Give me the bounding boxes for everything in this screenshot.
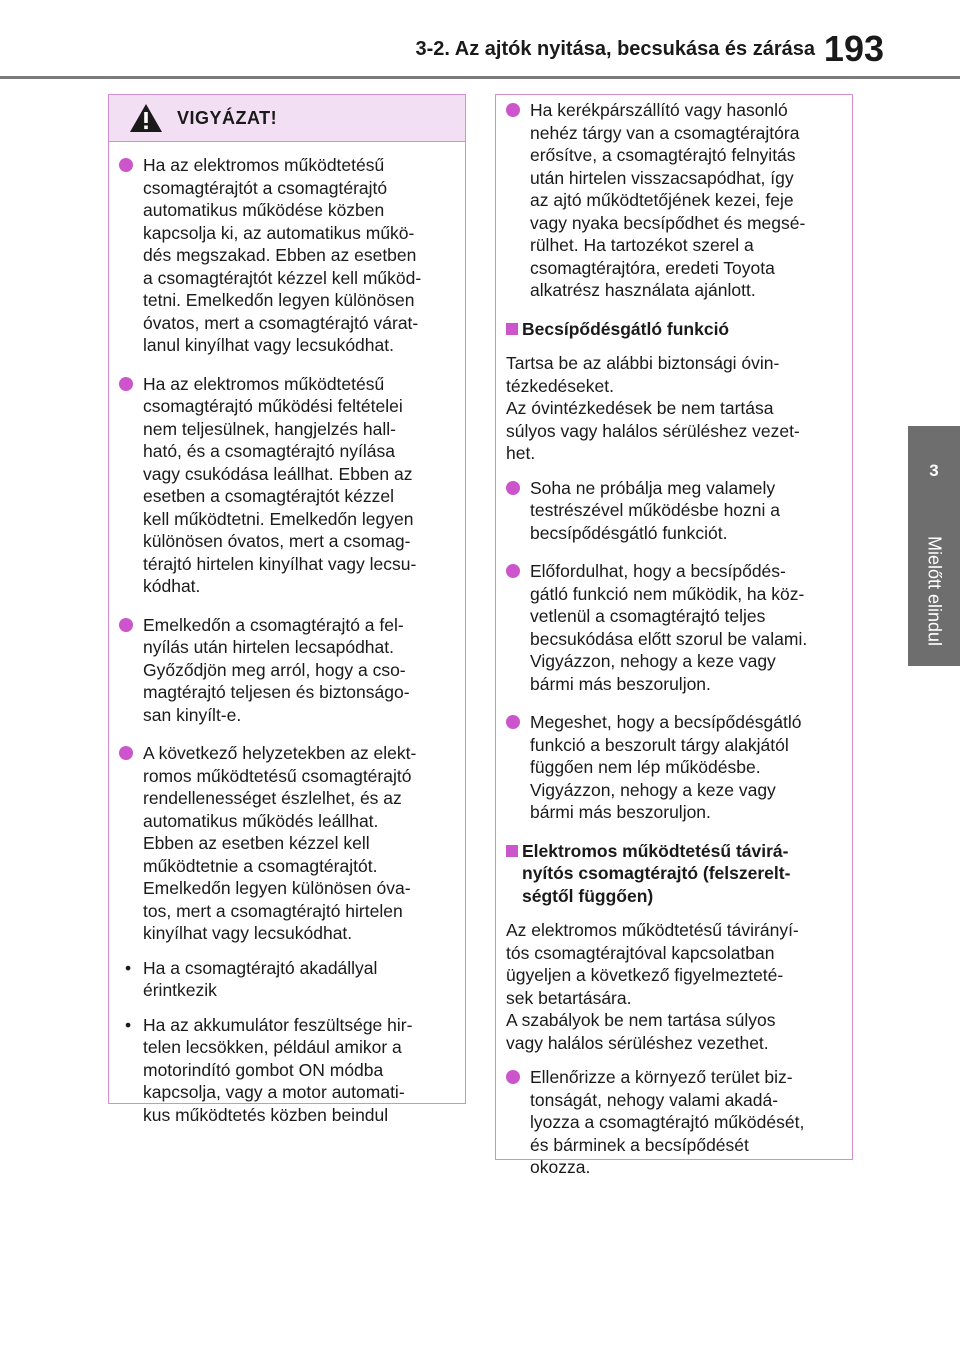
warning-content-continued (496, 95, 852, 1179)
section-title: 3-2. Az ajtók nyitása, becsukása és zárása (415, 38, 815, 60)
bullet-dot-icon (506, 715, 520, 729)
chapter-tab-label-text: Mielőtt elindul (924, 535, 945, 647)
header-divider (0, 76, 960, 79)
bullet-dot-icon (506, 564, 520, 578)
subsection-title-text: Elektromos működtetésű távirá- nyítós csomagtérajtó (felszerelt- ségtől függően) (522, 840, 791, 906)
list-item (506, 99, 842, 302)
chapter-tab-number: 3 (908, 426, 960, 516)
list-item (119, 373, 455, 598)
section-square-icon (506, 845, 518, 857)
bullet-dot-icon (119, 158, 133, 172)
bullet-dot-icon (506, 1070, 520, 1084)
list-item-text: Ha az elektromos működtetésű csomagtérajtó működési feltételei nem teljesülnek, hangjelzés hall- ható, és a csomagtérajtó nyílása vagy csukódása leállhat. Ebben az esetben a csomagtérajtót kézzel kell működtetni. Emelkedőn legyen különösen óvatos, mert a csomag- térajtó hirtelen kinyílhat vagy lecsu- kódhat. (143, 373, 417, 596)
paragraph: Az elektromos működtetésű távirányí- tós csomagtérajtóval kapcsolatban ügyeljen a következő figyelmezteté- sek betartására. A szabályok be nem tartása súlyos vagy halálos sérüléshez vezethet. (506, 920, 799, 1053)
list-item (119, 154, 455, 357)
list-item-text: A következő helyzetekben az elekt- romos működtetésű csomagtérajtó rendellenességet észlelhet, és az automatikus működés leállhat. Ebben az esetben kézzel kell működtetnie a csomagtérajtót. Emelkedőn legyen különösen óva- tos, mert a csomagtérajtó hirtelen kinyílhat vagy lecsukódhat. (143, 743, 417, 943)
chapter-tab-label (908, 516, 960, 666)
warning-triangle-icon (129, 103, 163, 133)
paragraph: Tartsa be az alábbi biztonsági óvin- tézkedéseket. Az óvintézkedések be nem tartása súlyos vagy halálos sérüléshez vezet- het. (506, 353, 800, 463)
list-item (506, 711, 842, 824)
bullet-dot-icon (119, 377, 133, 391)
bullet-dot-icon (506, 103, 520, 117)
sub-list-item-text: Ha az akkumulátor feszültsége hir- telen lecsökken, például amikor a motorindító gombot ON módba kapcsolja, vagy a motor automati- kus működtetés közben beindul (143, 1014, 413, 1125)
list-item (506, 477, 842, 545)
sub-list-item (119, 1014, 455, 1127)
warning-title: VIGYÁZAT! (177, 107, 278, 128)
list-item-text: Ha az elektromos működtetésű csomagtérajtót a csomagtérajtó automatikus működése közben kapcsolja ki, az automatikus műkö- dés megszakad. Ebben az esetben a csomagtérajtót kézzel kell működ- tetni. Emelkedőn legyen különösen óvatos, mert a csomagtérajtó várat- lanul kinyílhat vagy lecsukódhat. (143, 155, 422, 355)
warning-content (109, 142, 465, 1126)
bullet-dot-icon (506, 481, 520, 495)
list-item-text: Ellenőrizze a környező terület biz- tonságát, nehogy valami akadá- lyozza a csomagtérajtó működését, és bárminek a becsípődését okozza. (530, 1067, 805, 1177)
list-item (506, 560, 842, 695)
sub-bullet-icon: • (125, 957, 132, 978)
warning-box-continued (495, 94, 853, 1177)
section-square-icon (506, 323, 518, 335)
sub-list-item-text: Ha a csomagtérajtó akadállyal érintkezik (143, 957, 378, 1000)
bullet-dot-icon (119, 746, 133, 760)
sub-list-item (119, 957, 455, 1002)
subsection-title-remote-tailgate (506, 840, 842, 908)
bullet-dot-icon (119, 618, 133, 632)
subsection-title-text: Becsípődésgátló funkció (522, 318, 730, 339)
list-item-text: Emelkedőn a csomagtérajtó a fel- nyílás után hirtelen lecsapódhat. Győződjön meg arról, hogy a cso- magtérajtó teljesen és biztonságo- san kinyílt-e. (143, 614, 410, 725)
list-item-text: Soha ne próbálja meg valamely testrészével működésbe hozni a becsípődésgátló funkciót. (530, 477, 780, 543)
list-item (506, 1066, 842, 1179)
list-item-text: Előfordulhat, hogy a becsípődés- gátló funkció nem működik, ha köz- vetlenül a csomagtérajtó teljes becsukódása előtt szorul be valami. Vigyázzon, nehogy a keze vagy bármi más beszoruljon. (530, 561, 808, 694)
warning-header (109, 95, 465, 142)
list-item-text: Megeshet, hogy a becsípődésgátló funkció a beszorult tárgy alakjától függően nem lép működésbe. Vigyázzon, nehogy a keze vagy bármi más beszoruljon. (530, 712, 802, 822)
subsection-title-anti-pinch (506, 318, 842, 341)
list-item (119, 614, 455, 727)
list-item (119, 742, 455, 945)
warning-box (108, 94, 466, 1125)
page-number: 193 (823, 28, 884, 69)
sub-bullet-icon: • (125, 1014, 132, 1035)
list-item-text: Ha kerékpárszállító vagy hasonló nehéz tárgy van a csomagtérajtóra erősítve, a csomagtérajtó felnyitás után hirtelen visszacsapódhat, így az ajtó működtetőjének kezei, feje vagy nyaka becsípődhet és megsé- rülhet. Ha tartozékot szerel a csomagtérajtóra, eredeti Toyota alkatrész használata ajánlott. (530, 100, 806, 300)
